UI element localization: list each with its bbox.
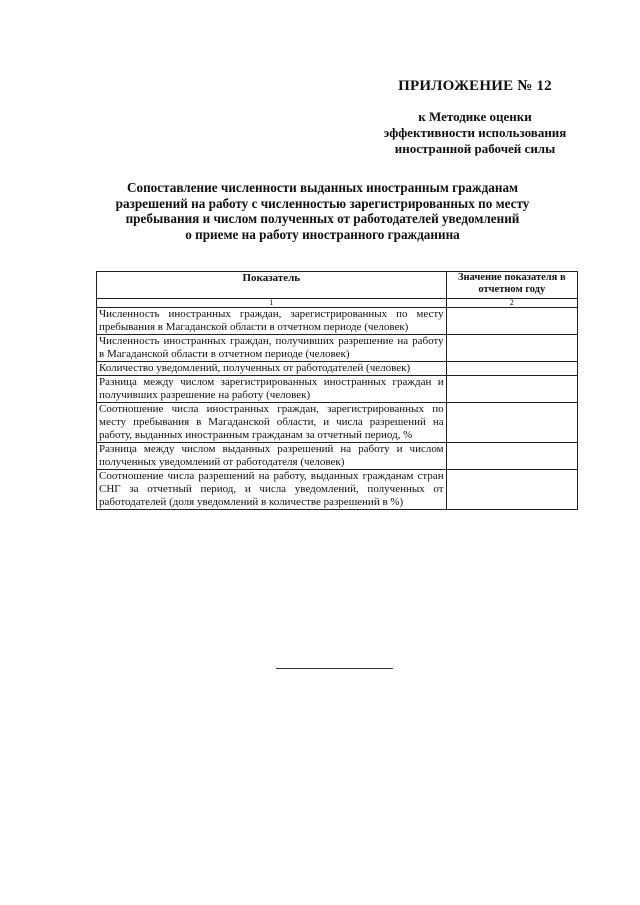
indicator-cell: Соотношение числа разрешений на работу, выданных гражданам стран СНГ за отчетный период, и числа уведомлений, полученных от работодателей (доля уведомлений в количестве разрешений в %) (97, 470, 447, 510)
title-line: разрешений на работу с численностью зарегистрированных по месту (115, 195, 530, 211)
indicator-cell: Численность иностранных граждан, зарегистрированных по месту пребывания в Магаданской области в отчетном периоде (человек) (97, 308, 447, 335)
column-number: 2 (446, 299, 577, 308)
column-number-row (97, 299, 578, 308)
appendix-block (360, 78, 590, 157)
appendix-line: эффективности использования (383, 125, 567, 140)
value-cell (446, 335, 577, 362)
appendix-number: ПРИЛОЖЕНИЕ № 12 (398, 78, 552, 94)
table-row (97, 308, 578, 335)
indicator-cell: Численность иностранных граждан, получивших разрешение на работу в Магаданской области в отчетном периоде (человек) (97, 335, 447, 362)
value-cell (446, 403, 577, 443)
value-cell (446, 308, 577, 335)
closing-rule (276, 668, 393, 669)
indicator-cell: Соотношение числа иностранных граждан, зарегистрированных по месту пребывания в Магаданской области, и числа разрешений на работу, выданных иностранным гражданам за отчетный период, % (97, 403, 447, 443)
value-cell (446, 362, 577, 376)
column-number: 1 (97, 299, 447, 308)
appendix-line: к Методике оценки (418, 109, 532, 124)
table-row (97, 443, 578, 470)
document-title (80, 180, 565, 242)
indicator-cell: Количество уведомлений, полученных от работодателей (человек) (97, 362, 447, 376)
value-cell (446, 470, 577, 510)
table-row (97, 403, 578, 443)
table-row (97, 362, 578, 376)
table-row (97, 470, 578, 510)
appendix-line: иностранной рабочей силы (394, 141, 556, 156)
value-cell (446, 376, 577, 403)
column-header-indicator: Показатель (97, 272, 447, 299)
table-row (97, 376, 578, 403)
column-header-value: Значение показателя в отчетном году (446, 272, 577, 299)
title-line: пребывания и числом полученных от работодателей уведомлений (125, 211, 520, 226)
table-row (97, 335, 578, 362)
table-header-row (97, 272, 578, 299)
value-cell (446, 443, 577, 470)
indicators-table (96, 271, 578, 510)
title-line: о приеме на работу иностранного гражданина (185, 226, 460, 242)
indicator-cell: Разница между числом выданных разрешений на работу и числом полученных уведомлений от работодателя (человек) (97, 443, 447, 470)
indicator-cell: Разница между числом зарегистрированных иностранных граждан и получивших разрешение на работу (человек) (97, 376, 447, 403)
title-line: Сопоставление численности выданных иностранным гражданам (126, 180, 519, 195)
